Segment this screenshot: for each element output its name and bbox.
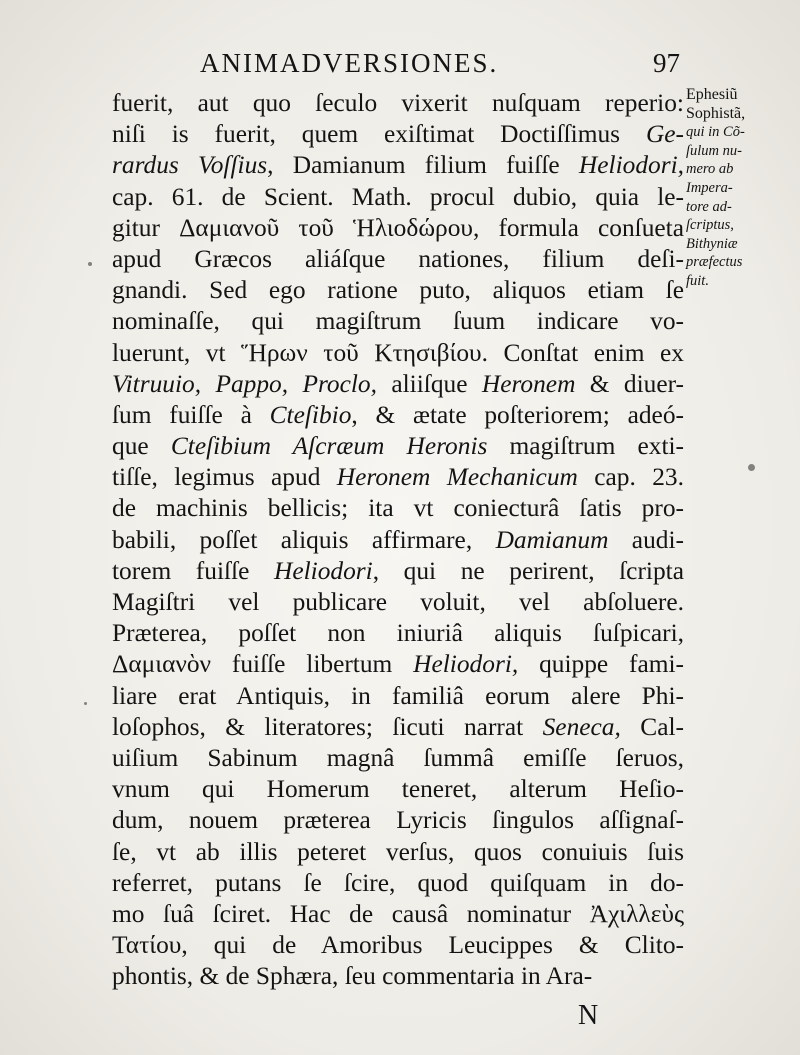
italic-run: Ge- [645,120,684,149]
italic-run: Damianum [495,525,609,554]
roman-run: ſum fuiſſe à [112,400,270,429]
roman-run: que [112,432,171,461]
italic-run: Heliodori [273,556,373,585]
text-line [112,930,684,961]
roman-run: Magiſtri vel publicare voluit, vel abſoluere. [112,588,684,616]
roman-run: cap. 23. [577,463,684,492]
text-line [112,525,684,556]
italic-run: Cteſibio [269,400,352,429]
roman-run: Præterea, poſſet non iniuriâ aliquis ſuſpicari, [112,619,684,648]
margin-note-line: ſcriptus, [686,217,734,234]
text-line [112,961,684,992]
roman-run: aliiſque [376,369,482,398]
roman-run: Τατίου, qui de Amoribus Leucippes & Clito- [112,931,684,960]
roman-run: tiſſe, legimus apud [112,463,337,492]
italic-run: Vitruuio, Pappo, Proclo, [112,369,377,398]
roman-run: gitur Δαμιανοῦ τοῦ Ἡλιοδώρου, formula conſueta [112,213,684,242]
text-line [112,338,684,369]
margin-note-line: fuit. [686,272,709,289]
text-line [112,275,684,306]
italic-run: Heliodori, [578,151,684,180]
roman-run: niſi is fuerit, quem exiſtimat Doctiſſimus [112,120,646,149]
margin-note [686,86,798,291]
text-line [112,462,684,493]
text-line [112,493,684,524]
page-number: 97 [653,48,680,78]
italic-run: Heliodori, [413,650,519,679]
text-line [112,587,684,618]
roman-run: de machinis bellicis; ita vt coniecturâ ſatis pro- [112,494,684,523]
text-line [112,400,684,431]
text-line [112,213,684,244]
roman-run: loſophos, & literatores; ſicuti narrat [112,712,543,741]
text-line [112,681,684,712]
text-line [112,805,684,836]
margin-note-line: mero ab [686,161,734,178]
roman-run: cap. 61. de Scient. Math. procul dubio, quia le- [112,182,684,211]
margin-note-line: Impera- [686,179,733,196]
roman-run: gnandi. Sed ego ratione puto, aliquos etiam ſe [112,276,684,305]
ink-speck [84,702,87,705]
roman-run: uiſium Sabinum magnâ ſummâ emiſſe ſeruos, [112,743,684,772]
roman-run: audi- [608,525,684,554]
text-line [112,306,684,337]
roman-run: referret, putans ſe ſcire, quod quiſquam in do- [112,868,684,897]
margin-note-line: Sophistã, [686,104,746,122]
ink-speck [88,262,92,266]
text-line [112,618,684,649]
roman-run: apud Græcos aliáſque nationes, filium deſi- [112,244,684,273]
roman-run: luerunt, vt Ἥρων τοῦ Κτησιβίου. Conſtat enim ex [112,338,684,367]
margin-note-line: ſulum nu- [686,142,742,159]
roman-run: & diuer- [575,369,684,398]
text-line [112,431,684,462]
roman-run: torem fuiſſe [112,556,274,585]
signature-mark: N [578,1000,599,1031]
roman-run: phontis, & de Sphæra, ſeu commentaria in Ara- [112,962,593,991]
text-line [112,837,684,868]
text-line [112,150,684,181]
margin-note-line: Ephesiũ [686,86,738,103]
text-line [112,743,684,774]
italic-run: Heronem Mechanicum [336,463,578,492]
roman-run: quippe fami- [518,650,684,679]
text-line [112,182,684,213]
roman-run: vnum qui Homerum teneret, alterum Heſio- [112,775,684,804]
text-line [112,119,684,150]
roman-run: liare erat Antiquis, in familiâ eorum alere Phi- [112,681,684,710]
roman-run: , Damianum filium fuiſſe [267,151,579,180]
text-line [112,88,684,119]
roman-run: magiſtrum exti- [487,432,685,461]
text-line [112,369,684,400]
roman-run: nominaſſe, qui magiſtrum ſuum indicare vo- [112,307,684,336]
italic-run: rardus Voſſius [112,151,268,180]
text-line [112,649,684,680]
roman-run: dum, nouem præterea Lyricis ſingulos aſſignaſ- [112,806,684,835]
main-text-block [112,88,684,992]
roman-run: mo ſuâ ſciret. Hac de causâ nominatur Ἀχιλλεὺς [112,899,684,928]
page-header [190,48,680,82]
text-line [112,712,684,743]
roman-run: Cal- [620,712,684,741]
roman-run: babili, poſſet aliquis affirmare, [112,525,496,554]
text-line [112,556,684,587]
margin-note-line: tore ad- [686,198,732,215]
text-line [112,899,684,930]
margin-note-line: præfectus [686,254,743,271]
ink-speck [748,464,755,471]
roman-run: Δαμιανὸν fuiſſe libertum [112,650,414,679]
margin-note-line: qui in Cõ- [686,124,745,141]
running-head: ANIMADVERSIONES. [200,48,499,78]
italic-run: Seneca, [542,712,621,741]
text-line [112,774,684,805]
text-line [112,868,684,899]
italic-run: Cteſibium Aſcræum Heronis [170,432,488,461]
roman-run: ſe, vt ab illis peteret verſus, quos conuiuis ſuis [112,837,684,866]
margin-note-line: Bithyniæ [686,235,738,252]
italic-run: Heronem [481,369,576,398]
roman-run: , qui ne perirent, ſcripta [372,556,684,585]
roman-run: fuerit, aut quo ſeculo vixerit nuſquam reperio: [112,89,684,117]
text-line [112,244,684,275]
roman-run: , & ætate poſteriorem; adeó- [351,400,684,429]
